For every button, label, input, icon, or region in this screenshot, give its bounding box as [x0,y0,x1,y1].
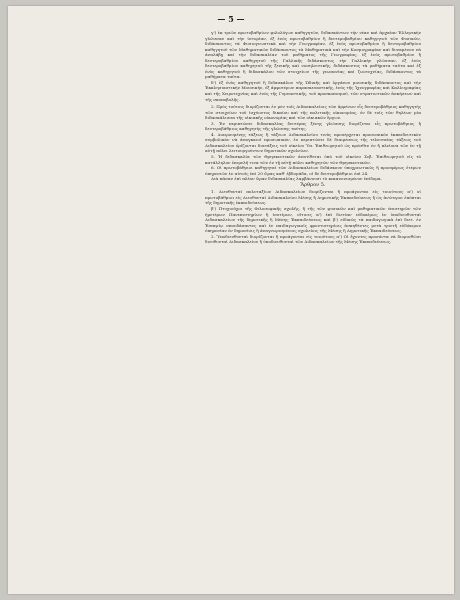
page-number: — 5 — [217,14,245,24]
paragraph-gamma: γ') ἐκ τριῶν πρωτοβαθμίων φιλολόγων καθηγητῶν, διδασκόντων τὴν νέαν καὶ ἀρχαίαν Ἑλληνικὴν γλῶσσαν καὶ τὴν ἱστορίαν, ἐξ ἑνὸς πρωτοβαθμίου ἢ δευτεροβαθμίου καθηγητοῦ τῶν Φυσικῶν, διδάσκοντος τὰ Φυσιογνωστικὰ καὶ τὴν Γεωγραφίαν, ἐξ ἑνὸς πρωτοβαθμίου ἢ δευτεροβαθμίου καθηγητοῦ τῶν Μαθηματικῶν διδάσκοντος τὰ Μαθηματικὰ καὶ τὴν Κοσμογραφίαν καὶ δυναμένου νὰ ἀναλάβῃ καὶ τὴν διδασκαλίαν τοῦ μαθήματος τῆς Γεωγραφίας, ἐξ ἑνὸς πρωτοβαθμίου ἢ δευτεροβαθμίου καθηγητοῦ τῆς Γαλλικῆς διδάσκοντος τὴν Γαλλικὴν γλῶσσαν, ἐξ ἑνὸς δευτεροβαθμίου καθηγητοῦ τῆς ξενικῆς καὶ νοσηλευτικῆς, διδάσκοντος τὰ μαθήματα ταῦτα καὶ ἐξ ἑνὸς καθηγητοῦ ἢ διδασκάλου τῶν στοιχείων τῆς γεωπονίας καὶ ζωοτεχνίας, διδάσκοντος τὰ μαθήματα ταῦτα. [205,30,421,80]
paragraph-3: 3. Ἐν περιπτώσει διδασκαλίας δευτέρας ξένης γλώσσης διορίζεται εἷς πρωτοβάθμιος ἢ δευτεροβάθμιος καθηγητὴς τῆς γλώσσης ταύτης. [205,120,421,132]
article-paragraph-beta: β') Πτυχιοῦχοι τῆς Φιλοσοφικῆς σχολῆς, ἢ τῆς τῶν φυσικῶν καὶ μαθηματικῶν ἐπιστημῶν τῶν ἡμετέρων Πανεπιστημίων ἢ ἰσοτίμων, οἵτινες α') ἐπὶ διετίαν εὐδοκίμως ἐν ὑποδιευθυνταὶ Διδασκαλείων τῆς δημοτικῆς ἢ Μέσης Ἐκπαιδεύσεως καὶ β') εἰδικῶς τὰ παιδαγωγικὰ ἐπὶ διετ. ἐν Ἑσπερίῳ σπουδάσαντες καὶ ἐν παιδαγωγικοῖς φροντιστηρίοις ἀσκηθέντες μετὰ τριετῆ εὐδόκιμον ὑπηρεσίαν ἐν δημοσίοις ἢ ἀναγνωρισμένοις σχολείοις τῆς Μέσης ἢ Δημοτικῆς Ἐκπαιδεύσεως. [205,205,421,234]
paragraph-2: 2. Πρὸς τούτοις διορίζονται ἐν μὲν τοῖς Διδασκαλείοις τῶν ἀρρένων εἷς δευτεροβάθμιος καθηγητὴς τῶν στοιχείων τοῦ ἰσχύοντος δικαίου καὶ τῆς πολιτικῆς οἰκονομίας, ἐν δὲ τοῖς τῶν θηλέων μία διδασκάλισσα τῆς οἰκιακῆς οἰκονομίας καὶ τῶν οἰκιακῶν ἔργων. [205,104,421,121]
article-paragraph-2: 2. Ὑποδιευθυνταὶ διορίζονται ἢ προάγονται εἰς τοιούτους α') Οἱ ἔχοντες προσόντα νὰ διορισθῶσι διευθυνταὶ Διδασκαλείου ἢ ὑποδιευθυνταὶ τῶν Διδασκαλείων τῆς Μέσης Ἐκπαιδεύσεως. [205,233,421,245]
text-column [205,30,421,245]
paragraph-allowance: Διὰ πᾶσαν ἐπὶ πλέον ὥραν διδασκαλίας λαμβάνουσι τὸ κεκανονισμένον ἐπίδομα. [211,176,383,182]
paragraph-delta: δ') ἐξ ἑνὸς καθηγητοῦ ἢ διδασκάλου τῆς Ὠδικῆς καὶ ὀργάνου μουσικῆς διδάσκοντος καὶ τὴν Ἐκκλησιαστικὴν Μουσικήν, ἐξ ἀμφοτέρων παρασκευαστικῆς, ἑνὸς τῆς Ἰχνογραφίας καὶ Καλλιγραφίας καὶ τῆς Χειροτεχνίας καὶ ἑνὸς τῆς Γυμναστικῆς, τοῦ προσκοπισμοῦ, τῶν στρατιωτικῶν ἀσκήσεων καὶ τῆς σκοποβολῆς. [205,79,421,102]
article-heading: Ἄρθρον 5. [300,181,326,188]
paragraph-6: 6. Οἱ πρωτοβάθμιοι καθηγηταὶ τῶν Διδασκαλείων διδάσκουν ὑποχρεωτικῶς ἢ προσφόρως ἑτέρων ὑπηρεσιῶν ἐν αὐτοῖς ἐπὶ 20 ὥρας καθ' ἑβδομάδα, οἱ δὲ δευτεροβάθμιοι ἐπὶ 24. [205,165,421,176]
article-paragraph-1: 1. Διευθυνταὶ πολυταξίων Διδασκαλείων διορίζονται ἢ προάγονται εἰς τοιούτους α') οἱ πρωτοβάθμιοι εἰς Διευθυνταὶ Διδασκαλείου Μέσης ἢ Δημοτικῆς Ἐκπαιδεύσεως ἢ ὡς ἀνώτεροι ἐπόπται τῆς δημοτικῆς ἐκπαιδεύσεως. [205,189,421,206]
paragraph-5: 5. Ἡ διδασκαλία τῶν Θρησκευτικῶν ἀνατίθεται ὑπὸ τοῦ οἰκείου Σεβ. Ἐπιθεωρητοῦ εἰς τὸ κατάλληλον ἐπιμελῆ τινα τῶν ἐν τῇ αὐτῇ πόλει καθηγητῶν τῶν Θρησκευτικῶν. [205,154,421,165]
document-page [8,6,454,594]
paragraph-4: 4. Διαιρουμένης τάξεως ἢ τάξεων Διδασκαλείου τινὸς προσέρχεται προσωπικὸν ἐκπαιδευτικὸν συμβολικὸν νὰ ἀναγκαιοῖ προσωπικόν, ἐν περιπτώσει δὲ διαιρέσεως τῆς τελευταίας τάξεως τοῦ Διδασκαλείου ὁρίζονται διατάξεις τοῦ οἰκείου Ὑπ. Ἐπιθεωρητοῦ ὡς πρόσθεν ἐν ἢ πλείονα τῶν ἐν τῇ αὐτῇ πόλει λειτουργούντων δημοτικῶν σχολείων. [205,131,421,154]
